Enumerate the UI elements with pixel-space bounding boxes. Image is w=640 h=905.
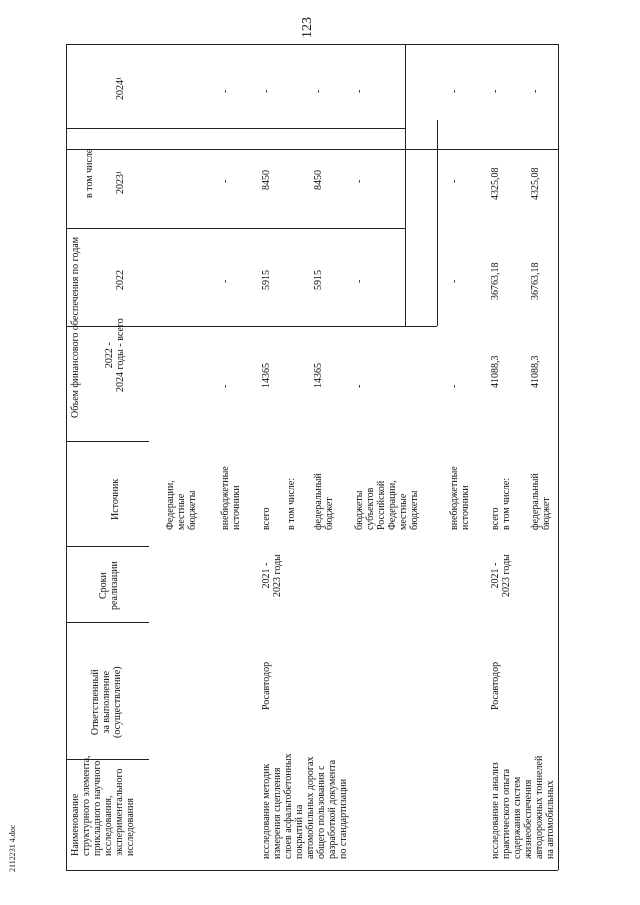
- carry-2023-2: -: [220, 179, 231, 183]
- header-total: 2022 - 2024 годы - всего: [104, 318, 126, 392]
- item1-source-4: внебюджетные источники: [449, 466, 471, 530]
- page-number: 123: [300, 17, 315, 38]
- item1-total-3: -: [354, 384, 365, 388]
- item1-total-2: 14365: [313, 363, 324, 388]
- item1-2023-3: -: [354, 179, 365, 183]
- item2-2024-1: -: [530, 89, 541, 93]
- item1-total-4: -: [449, 384, 460, 388]
- item1-term: 2021 - 2023 годы: [261, 554, 283, 597]
- item1-source-2: федеральный бюджет: [313, 473, 335, 530]
- item2-2023-1: 4325,08: [530, 167, 541, 200]
- item1-2024-3: -: [354, 89, 365, 93]
- item1-source-3: бюджеты субъектов Российской Федерации, местные бюджеты: [354, 480, 420, 530]
- item1-2024-2: -: [313, 89, 324, 93]
- header-name: Наименование структурного элемента, прикладного научного исследования, экспериментального исследования: [70, 755, 136, 856]
- item1-responsible: Росавтодор: [261, 661, 272, 710]
- item1-source-1: в том числе:: [286, 477, 297, 530]
- item1-2024-4: -: [449, 89, 460, 93]
- footer-doc-id: 2112231 4.doc: [8, 824, 17, 872]
- header-term: Сроки реализации: [98, 561, 120, 610]
- item1-2023-0: 8450: [261, 170, 272, 190]
- carry-source-1: Федерации, местные бюджеты: [165, 480, 198, 530]
- item2-total-1: 41088,3: [530, 355, 541, 388]
- carry-total-2: -: [220, 384, 231, 388]
- item1-total-0: 14365: [261, 363, 272, 388]
- item2-2022-1: 36763,18: [530, 262, 541, 300]
- item1-2024-0: -: [261, 89, 272, 93]
- item1-2022-3: -: [354, 279, 365, 283]
- item2-2023-0: 4325,08: [490, 167, 501, 200]
- item1-2023-4: -: [449, 179, 460, 183]
- item2-total-0: 41088,3: [490, 355, 501, 388]
- item2-name: исследование и анализ практического опыта содержания систем жизнеобеспечения автодорожных тоннелей на автомобильных: [490, 755, 556, 859]
- header-2022: 2022: [115, 270, 126, 290]
- item1-2023-2: 8450: [313, 170, 324, 190]
- item1-2022-0: 5915: [261, 270, 272, 290]
- carry-source-2: внебюджетные источники: [220, 466, 242, 530]
- item1-source-0: всего: [261, 507, 272, 530]
- item2-2024-0: -: [490, 89, 501, 93]
- header-2023: 2023¹: [115, 171, 126, 194]
- item1-2022-4: -: [449, 279, 460, 283]
- header-responsible: Ответственный за выполнение (осуществление): [90, 666, 123, 738]
- item2-source-1: федеральный бюджет: [530, 473, 552, 530]
- item2-2022-0: 36763,18: [490, 262, 501, 300]
- carry-2022-2: -: [220, 279, 231, 283]
- item1-2022-2: 5915: [313, 270, 324, 290]
- item2-responsible: Росавтодор: [490, 661, 501, 710]
- header-incl: в том числе: [84, 148, 95, 198]
- item1-name: исследование методик измерения сцепления слоев асфальтобетонных покрытий на автомобильных дорогах общего пользования с разработкой документа по стандартизации: [261, 753, 349, 859]
- header-2024: 2024¹: [115, 77, 126, 100]
- carry-2024-2: -: [220, 89, 231, 93]
- header-volume: Объем финансового обеспечения по годам: [70, 236, 81, 418]
- item2-source-0: всего в том числе:: [490, 477, 512, 530]
- item2-term: 2021 - 2023 годы: [490, 554, 512, 597]
- header-source: Источник: [110, 478, 121, 520]
